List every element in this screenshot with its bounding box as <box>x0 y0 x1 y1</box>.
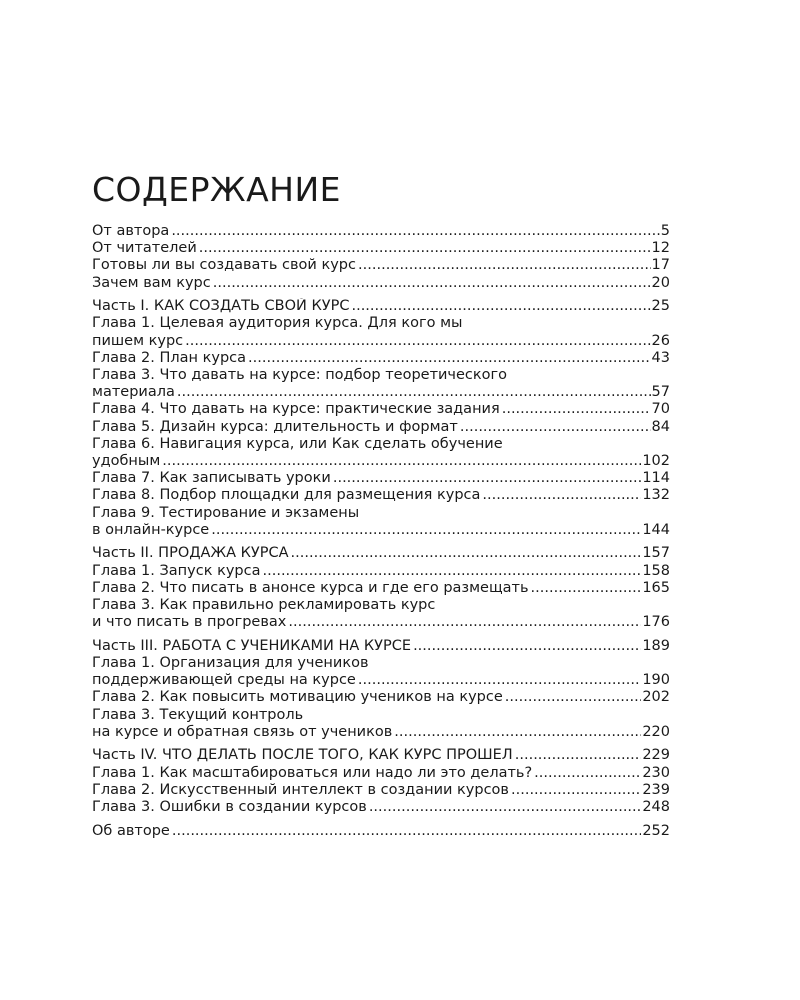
dot-leader <box>171 223 659 240</box>
toc-page-number: 70 <box>651 401 670 418</box>
toc-entry-line <box>92 470 670 487</box>
toc-page-number: 157 <box>642 545 670 562</box>
toc-page-number: 189 <box>642 637 670 654</box>
toc-entry-line <box>92 614 670 631</box>
toc-entry-title: Глава 1. Запуск курса <box>92 562 261 579</box>
toc-entry-title: Глава 3. Ошибки в создании курсов <box>92 799 367 815</box>
toc-page-number: 144 <box>642 521 670 538</box>
toc-entry-title-line: Глава 3. Что давать на курсе: подбор теоретического <box>92 367 508 383</box>
toc-entry-line <box>92 638 670 655</box>
toc-section <box>92 638 670 741</box>
toc-entry[interactable] <box>92 689 670 706</box>
toc-entry[interactable] <box>92 655 670 689</box>
toc-entry-title: в онлайн-курсе <box>92 521 210 538</box>
dot-leader <box>460 419 651 436</box>
dot-leader <box>172 823 641 840</box>
toc-entry[interactable] <box>92 823 670 840</box>
toc-entry-line <box>92 782 670 799</box>
toc-entry-line <box>92 240 670 257</box>
dot-leader <box>211 522 641 539</box>
toc-entry[interactable] <box>92 545 670 562</box>
toc-entry-line <box>92 765 670 782</box>
table-of-contents <box>92 223 670 846</box>
dot-leader <box>502 401 651 418</box>
toc-entry[interactable] <box>92 563 670 580</box>
dot-leader <box>333 470 641 487</box>
toc-page-number: 17 <box>651 257 670 274</box>
toc-section <box>92 747 670 816</box>
dot-leader <box>185 333 650 350</box>
toc-page-number: 220 <box>642 723 670 740</box>
toc-entry[interactable] <box>92 707 670 741</box>
toc-page-number: 57 <box>651 384 670 401</box>
toc-entry-title-line: Глава 3. Как правильно рекламировать курс <box>92 596 436 613</box>
toc-entry-title-line: Глава 3. Текущий контроль <box>92 706 304 723</box>
toc-entry-title: Об авторе <box>92 822 170 839</box>
toc-entry-title: материала <box>92 384 175 401</box>
toc-entry[interactable] <box>92 315 670 349</box>
toc-entry-line <box>92 689 670 706</box>
toc-entry-line <box>92 823 670 840</box>
toc-entry-title-line: Глава 6. Навигация курса, или Как сделать обучение <box>92 435 503 452</box>
toc-entry-line <box>92 333 670 350</box>
toc-entry-title: и что писать в прогревах <box>92 614 287 631</box>
toc-entry-title: Глава 7. Как записывать уроки <box>92 470 331 487</box>
dot-leader <box>177 384 651 401</box>
dot-leader <box>213 275 651 292</box>
toc-page-number: 248 <box>642 799 670 815</box>
toc-entry-line <box>92 522 670 539</box>
toc-section <box>92 545 670 631</box>
toc-page-number: 229 <box>642 747 670 764</box>
page-title: СОДЕРЖАНИЕ <box>92 170 342 209</box>
toc-entry[interactable] <box>92 505 670 539</box>
toc-page-number: 190 <box>642 672 670 689</box>
toc-entry[interactable] <box>92 257 670 274</box>
toc-entry-line <box>92 453 670 470</box>
toc-entry-title: Готовы ли вы создавать свой курс <box>92 257 356 274</box>
toc-entry[interactable] <box>92 240 670 257</box>
dot-leader <box>351 298 650 315</box>
toc-entry-title: Зачем вам курс <box>92 274 211 291</box>
dot-leader <box>358 672 641 689</box>
toc-entry-line <box>92 724 670 741</box>
toc-entry-title-line: Глава 1. Организация для учеников <box>92 655 369 671</box>
toc-section <box>92 298 670 539</box>
toc-entry[interactable] <box>92 782 670 799</box>
dot-leader <box>531 580 642 597</box>
toc-page-number: 12 <box>651 240 670 257</box>
toc-entry-title: удобным <box>92 452 161 469</box>
toc-entry-title: Часть II. ПРОДАЖА КУРСА <box>92 545 289 562</box>
toc-entry-title: Часть I. КАК СОЗДАТЬ СВОЙ КУРС <box>92 298 350 315</box>
toc-entry-line <box>92 275 670 292</box>
toc-page-number: 252 <box>642 822 670 839</box>
dot-leader <box>288 614 641 631</box>
toc-entry[interactable] <box>92 765 670 782</box>
toc-entry[interactable] <box>92 298 670 315</box>
toc-page-number: 20 <box>651 274 670 291</box>
toc-page-number: 43 <box>651 349 670 366</box>
toc-page-number: 84 <box>651 418 670 435</box>
toc-entry-title: Глава 2. План курса <box>92 349 247 366</box>
toc-entry-title: Глава 4. Что давать на курсе: практические задания <box>92 401 500 418</box>
toc-page-number: 25 <box>651 298 670 315</box>
toc-section <box>92 823 670 840</box>
toc-entry[interactable] <box>92 747 670 764</box>
toc-page-number: 26 <box>651 332 670 349</box>
toc-entry[interactable] <box>92 638 670 655</box>
toc-entry-line <box>92 580 670 597</box>
toc-entry-line <box>92 799 670 816</box>
toc-entry-title: Глава 5. Дизайн курса: длительность и формат <box>92 418 458 435</box>
dot-leader <box>511 782 641 799</box>
toc-entry-line <box>92 747 670 764</box>
toc-entry-line <box>92 223 670 240</box>
toc-entry-line <box>92 487 670 504</box>
toc-entry-title: Часть IV. ЧТО ДЕЛАТЬ ПОСЛЕ ТОГО, КАК КУРС ПРОШЕЛ <box>92 747 513 764</box>
toc-entry[interactable] <box>92 597 670 631</box>
toc-entry-title-line: Глава 1. Целевая аудитория курса. Для кого мы <box>92 315 463 332</box>
toc-page-number: 176 <box>642 614 670 631</box>
dot-leader <box>515 747 642 764</box>
dot-leader <box>369 799 642 816</box>
toc-page-number: 158 <box>642 562 670 579</box>
toc-entry-line <box>92 401 670 418</box>
dot-leader <box>394 724 641 741</box>
dot-leader <box>199 240 651 257</box>
toc-entry-line <box>92 563 670 580</box>
toc-page-number: 230 <box>642 764 670 781</box>
toc-entry[interactable] <box>92 470 670 487</box>
toc-page-number: 102 <box>642 452 670 469</box>
toc-entry-line <box>92 257 670 274</box>
toc-page-number: 239 <box>642 781 670 798</box>
toc-entry-title: Глава 2. Как повысить мотивацию учеников на курсе <box>92 689 503 706</box>
toc-page-number: 5 <box>660 223 670 239</box>
toc-page-number: 202 <box>642 689 670 706</box>
dot-leader <box>291 545 642 562</box>
toc-entry-line <box>92 384 670 401</box>
dot-leader <box>534 765 641 782</box>
toc-entry-title: Глава 2. Что писать в анонсе курса и где его размещать <box>92 579 529 596</box>
dot-leader <box>413 638 641 655</box>
toc-entry-line <box>92 350 670 367</box>
toc-entry-line <box>92 298 670 315</box>
dot-leader <box>262 563 641 580</box>
toc-page-number: 132 <box>642 487 670 504</box>
dot-leader <box>358 257 651 274</box>
toc-entry[interactable] <box>92 419 670 436</box>
dot-leader <box>505 689 642 706</box>
toc-entry[interactable] <box>92 350 670 367</box>
toc-entry-title: пишем курс <box>92 332 184 349</box>
toc-entry[interactable] <box>92 401 670 418</box>
toc-entry[interactable] <box>92 275 670 292</box>
toc-entry-title: на курсе и обратная связь от учеников <box>92 723 393 740</box>
toc-entry-line <box>92 419 670 436</box>
toc-entry-title-line: Глава 9. Тестирование и экзамены <box>92 504 360 521</box>
toc-page-number: 165 <box>642 579 670 596</box>
dot-leader <box>162 453 641 470</box>
toc-entry[interactable] <box>92 799 670 816</box>
toc-entry-title: От читателей <box>92 240 197 257</box>
toc-entry[interactable] <box>92 436 670 470</box>
toc-entry-line <box>92 672 670 689</box>
toc-entry-line <box>92 545 670 562</box>
toc-entry[interactable] <box>92 580 670 597</box>
toc-entry[interactable] <box>92 367 670 401</box>
dot-leader <box>482 487 641 504</box>
toc-entry-title: Часть III. РАБОТА С УЧЕНИКАМИ НА КУРСЕ <box>92 637 412 654</box>
dot-leader <box>248 350 651 367</box>
toc-entry-title: Глава 1. Как масштабироваться или надо ли это делать? <box>92 764 533 781</box>
toc-entry-title: От автора <box>92 223 170 239</box>
toc-section <box>92 223 670 292</box>
toc-page-number: 114 <box>642 470 670 487</box>
toc-entry-title: Глава 2. Искусственный интеллект в создании курсов <box>92 781 509 798</box>
toc-entry-title: Глава 8. Подбор площадки для размещения курса <box>92 487 481 504</box>
toc-entry[interactable] <box>92 487 670 504</box>
toc-entry[interactable] <box>92 223 670 240</box>
toc-entry-title: поддерживающей среды на курсе <box>92 672 356 689</box>
